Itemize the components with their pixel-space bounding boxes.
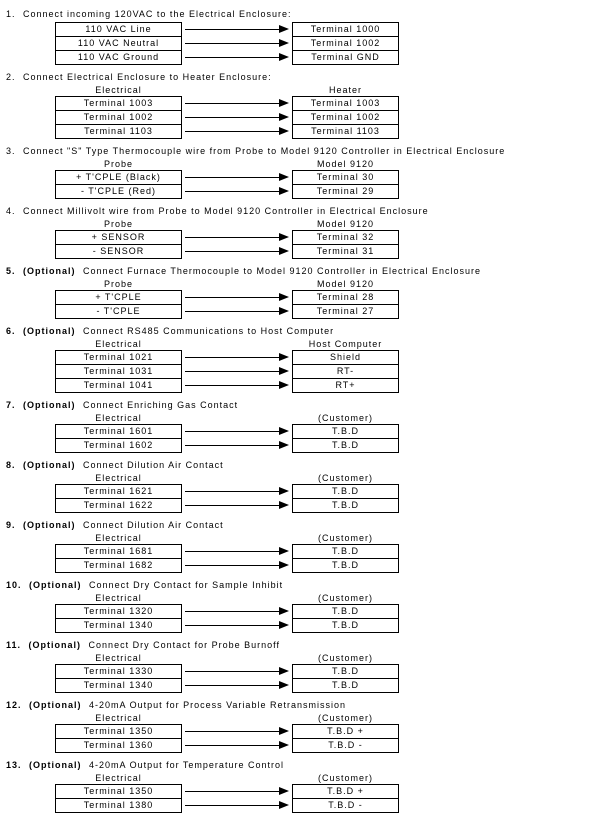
right-column-header: Model 9120: [316, 159, 375, 169]
source-terminal-box: Terminal 1340: [55, 618, 182, 633]
connection-row: [6, 290, 608, 305]
section-number: 4.: [6, 206, 16, 216]
arrowhead-icon: [279, 39, 289, 47]
connection-arrow: [182, 96, 292, 111]
connection-arrow: [182, 544, 292, 559]
optional-label: (Optional): [23, 326, 76, 336]
connection-row: [6, 438, 608, 453]
arrowhead-icon: [279, 307, 289, 315]
section-title: Connect "S" Type Thermocouple wire from Probe to Model 9120 Controller in Electrical Enclosure: [23, 146, 506, 156]
optional-label: (Optional): [28, 640, 82, 650]
section-number: 12.: [6, 700, 22, 710]
destination-terminal-box: T.B.D: [292, 438, 399, 453]
arrow-line: [185, 29, 280, 30]
arrowhead-icon: [279, 293, 289, 301]
arrow-line: [185, 805, 280, 806]
arrow-line: [185, 57, 280, 58]
arrowhead-icon: [279, 53, 289, 61]
destination-terminal-box: Shield: [292, 350, 399, 365]
source-terminal-box: + T'CPLE (Black): [55, 170, 182, 185]
source-terminal-box: Terminal 1360: [55, 738, 182, 753]
destination-terminal-box: T.B.D: [292, 544, 399, 559]
source-terminal-box: + T'CPLE: [55, 290, 182, 305]
left-column-header: Electrical: [95, 773, 142, 783]
connection-row: [6, 350, 608, 365]
connection-arrow: [182, 798, 292, 813]
instruction-section: [6, 520, 608, 573]
connection-arrow: [182, 424, 292, 439]
left-column-header: Probe: [103, 159, 134, 169]
connection-arrow: [182, 438, 292, 453]
arrowhead-icon: [279, 561, 289, 569]
arrowhead-icon: [279, 233, 289, 241]
connection-row: [6, 484, 608, 499]
destination-terminal-box: T.B.D: [292, 484, 399, 499]
destination-terminal-box: Terminal 1002: [292, 36, 399, 51]
right-column-header: Host Computer: [308, 339, 383, 349]
arrowhead-icon: [279, 367, 289, 375]
arrowhead-icon: [279, 187, 289, 195]
column-headers: [6, 219, 608, 230]
connection-arrow: [182, 604, 292, 619]
section-title: Connect Dilution Air Contact: [83, 520, 224, 530]
section-number: 6.: [6, 326, 16, 336]
left-column-header: Electrical: [95, 713, 142, 723]
source-terminal-box: Terminal 1602: [55, 438, 182, 453]
source-terminal-box: Terminal 1350: [55, 784, 182, 799]
connection-row: [6, 424, 608, 439]
destination-terminal-box: T.B.D +: [292, 784, 399, 799]
connection-arrow: [182, 22, 292, 37]
instruction-section: [6, 460, 608, 513]
instruction-section: [6, 640, 608, 693]
section-number: 11.: [6, 640, 22, 650]
arrow-line: [185, 491, 280, 492]
optional-label: (Optional): [23, 520, 76, 530]
arrowhead-icon: [279, 787, 289, 795]
source-terminal-box: - T'CPLE: [55, 304, 182, 319]
connection-arrow: [182, 724, 292, 739]
arrow-line: [185, 117, 280, 118]
source-terminal-box: Terminal 1330: [55, 664, 182, 679]
connection-rows: [6, 484, 608, 513]
connection-row: [6, 498, 608, 513]
destination-terminal-box: Terminal 30: [292, 170, 399, 185]
destination-terminal-box: Terminal 28: [292, 290, 399, 305]
arrowhead-icon: [279, 173, 289, 181]
arrow-line: [185, 311, 280, 312]
connection-arrow: [182, 558, 292, 573]
arrow-line: [185, 177, 280, 178]
column-headers: [6, 773, 608, 784]
instruction-section: [6, 266, 608, 319]
column-headers: [6, 85, 608, 96]
connection-rows: [6, 544, 608, 573]
destination-terminal-box: T.B.D: [292, 498, 399, 513]
destination-terminal-box: Terminal 29: [292, 184, 399, 199]
connection-row: [6, 664, 608, 679]
column-headers: [6, 279, 608, 290]
arrow-line: [185, 505, 280, 506]
left-column-header: Electrical: [95, 593, 142, 603]
column-headers: [6, 713, 608, 724]
connection-rows: [6, 784, 608, 813]
connection-row: [6, 170, 608, 185]
sections-list: [6, 9, 608, 813]
right-column-header: (Customer): [317, 593, 373, 603]
connection-rows: [6, 604, 608, 633]
arrow-line: [185, 625, 280, 626]
instruction-section: [6, 700, 608, 753]
source-terminal-box: Terminal 1601: [55, 424, 182, 439]
arrow-line: [185, 671, 280, 672]
arrowhead-icon: [279, 113, 289, 121]
connection-row: [6, 604, 608, 619]
right-column-header: (Customer): [317, 533, 373, 543]
connection-row: [6, 184, 608, 199]
connection-arrow: [182, 50, 292, 65]
arrowhead-icon: [279, 741, 289, 749]
section-heading: [6, 700, 608, 711]
connection-rows: [6, 724, 608, 753]
arrowhead-icon: [279, 25, 289, 33]
arrowhead-icon: [279, 353, 289, 361]
arrow-line: [185, 371, 280, 372]
right-column-header: Heater: [328, 85, 362, 95]
right-column-header: (Customer): [317, 713, 373, 723]
connection-rows: [6, 290, 608, 319]
arrow-line: [185, 731, 280, 732]
arrow-line: [185, 611, 280, 612]
section-heading: [6, 206, 608, 217]
connection-row: [6, 724, 608, 739]
left-column-header: Electrical: [95, 533, 142, 543]
connection-arrow: [182, 678, 292, 693]
column-headers: [6, 473, 608, 484]
instruction-section: [6, 760, 608, 813]
column-headers: [6, 593, 608, 604]
destination-terminal-box: Terminal 1103: [292, 124, 399, 139]
section-number: 3.: [6, 146, 16, 156]
destination-terminal-box: T.B.D: [292, 424, 399, 439]
section-heading: [6, 72, 608, 83]
connection-arrow: [182, 378, 292, 393]
connection-row: [6, 22, 608, 37]
instruction-section: [6, 146, 608, 199]
connection-row: [6, 110, 608, 125]
destination-terminal-box: T.B.D -: [292, 798, 399, 813]
section-title: 4-20mA Output for Temperature Control: [89, 760, 284, 770]
section-number: 13.: [6, 760, 22, 770]
section-title: Connect Millivolt wire from Probe to Model 9120 Controller in Electrical Enclosure: [23, 206, 429, 216]
connection-arrow: [182, 364, 292, 379]
right-column-header: (Customer): [317, 413, 373, 423]
connection-arrow: [182, 290, 292, 305]
source-terminal-box: Terminal 1031: [55, 364, 182, 379]
destination-terminal-box: Terminal 31: [292, 244, 399, 259]
destination-terminal-box: Terminal 1003: [292, 96, 399, 111]
arrowhead-icon: [279, 727, 289, 735]
section-title: Connect Dry Contact for Probe Burnoff: [88, 640, 280, 650]
arrowhead-icon: [279, 621, 289, 629]
source-terminal-box: Terminal 1041: [55, 378, 182, 393]
destination-terminal-box: T.B.D -: [292, 738, 399, 753]
optional-label: (Optional): [29, 580, 82, 590]
section-heading: [6, 580, 608, 591]
connection-arrow: [182, 784, 292, 799]
connection-rows: [6, 664, 608, 693]
connection-rows: [6, 230, 608, 259]
arrow-line: [185, 357, 280, 358]
instruction-section: [6, 580, 608, 633]
connection-arrow: [182, 738, 292, 753]
section-title: Connect incoming 120VAC to the Electrical Enclosure:: [23, 9, 292, 19]
source-terminal-box: Terminal 1340: [55, 678, 182, 693]
section-number: 10.: [6, 580, 22, 590]
optional-label: (Optional): [29, 700, 82, 710]
section-heading: [6, 520, 608, 531]
destination-terminal-box: T.B.D: [292, 664, 399, 679]
left-column-header: Electrical: [95, 653, 142, 663]
section-number: 7.: [6, 400, 16, 410]
source-terminal-box: 110 VAC Line: [55, 22, 182, 37]
connection-arrow: [182, 230, 292, 245]
arrowhead-icon: [279, 681, 289, 689]
section-number: 9.: [6, 520, 16, 530]
arrow-line: [185, 297, 280, 298]
connection-arrow: [182, 498, 292, 513]
section-heading: [6, 460, 608, 471]
destination-terminal-box: Terminal 32: [292, 230, 399, 245]
connection-arrow: [182, 170, 292, 185]
instruction-section: [6, 206, 608, 259]
optional-label: (Optional): [23, 266, 76, 276]
destination-terminal-box: Terminal 27: [292, 304, 399, 319]
section-heading: [6, 760, 608, 771]
connection-arrow: [182, 184, 292, 199]
connection-row: [6, 378, 608, 393]
section-title: Connect RS485 Communications to Host Computer: [83, 326, 335, 336]
connection-row: [6, 364, 608, 379]
source-terminal-box: Terminal 1320: [55, 604, 182, 619]
section-heading: [6, 146, 608, 157]
section-number: 1.: [6, 9, 16, 19]
connection-row: [6, 798, 608, 813]
left-column-header: Probe: [103, 219, 134, 229]
arrow-line: [185, 103, 280, 104]
arrowhead-icon: [279, 487, 289, 495]
source-terminal-box: Terminal 1350: [55, 724, 182, 739]
destination-terminal-box: RT-: [292, 364, 399, 379]
section-title: 4-20mA Output for Process Variable Retransmission: [89, 700, 346, 710]
connection-row: [6, 558, 608, 573]
column-headers: [6, 533, 608, 544]
source-terminal-box: Terminal 1622: [55, 498, 182, 513]
column-headers: [6, 653, 608, 664]
destination-terminal-box: Terminal 1000: [292, 22, 399, 37]
section-title: Connect Furnace Thermocouple to Model 9120 Controller in Electrical Enclosure: [83, 266, 482, 276]
source-terminal-box: Terminal 1681: [55, 544, 182, 559]
optional-label: (Optional): [23, 460, 76, 470]
section-heading: [6, 266, 608, 277]
source-terminal-box: Terminal 1682: [55, 558, 182, 573]
arrow-line: [185, 385, 280, 386]
destination-terminal-box: Terminal GND: [292, 50, 399, 65]
source-terminal-box: Terminal 1002: [55, 110, 182, 125]
instruction-section: [6, 400, 608, 453]
arrowhead-icon: [279, 127, 289, 135]
column-headers: [6, 159, 608, 170]
destination-terminal-box: Terminal 1002: [292, 110, 399, 125]
left-column-header: Electrical: [95, 473, 142, 483]
source-terminal-box: - SENSOR: [55, 244, 182, 259]
arrowhead-icon: [279, 247, 289, 255]
arrowhead-icon: [279, 501, 289, 509]
arrow-line: [185, 251, 280, 252]
source-terminal-box: Terminal 1621: [55, 484, 182, 499]
arrow-line: [185, 565, 280, 566]
connection-row: [6, 244, 608, 259]
arrowhead-icon: [279, 667, 289, 675]
section-number: 2.: [6, 72, 16, 82]
arrow-line: [185, 791, 280, 792]
connection-arrow: [182, 244, 292, 259]
source-terminal-box: Terminal 1003: [55, 96, 182, 111]
left-column-header: Electrical: [95, 85, 142, 95]
arrow-line: [185, 43, 280, 44]
right-column-header: (Customer): [317, 473, 373, 483]
right-column-header: Model 9120: [316, 219, 375, 229]
connection-rows: [6, 424, 608, 453]
connection-arrow: [182, 36, 292, 51]
instruction-section: [6, 9, 608, 65]
connection-rows: [6, 96, 608, 139]
arrowhead-icon: [279, 441, 289, 449]
arrow-line: [185, 237, 280, 238]
left-column-header: Electrical: [95, 413, 142, 423]
right-column-header: (Customer): [317, 773, 373, 783]
arrowhead-icon: [279, 547, 289, 555]
arrow-line: [185, 551, 280, 552]
connection-arrow: [182, 618, 292, 633]
section-title: Connect Dilution Air Contact: [83, 460, 224, 470]
column-headers: [6, 339, 608, 350]
arrowhead-icon: [279, 801, 289, 809]
right-column-header: (Customer): [317, 653, 373, 663]
connection-row: [6, 678, 608, 693]
source-terminal-box: + SENSOR: [55, 230, 182, 245]
section-heading: [6, 400, 608, 411]
section-heading: [6, 326, 608, 337]
connection-row: [6, 544, 608, 559]
arrowhead-icon: [279, 99, 289, 107]
connection-row: [6, 738, 608, 753]
connection-arrow: [182, 304, 292, 319]
arrow-line: [185, 191, 280, 192]
connection-arrow: [182, 110, 292, 125]
connection-arrow: [182, 350, 292, 365]
instruction-section: [6, 72, 608, 139]
arrowhead-icon: [279, 427, 289, 435]
arrow-line: [185, 685, 280, 686]
section-heading: [6, 9, 608, 20]
section-title: Connect Dry Contact for Sample Inhibit: [89, 580, 284, 590]
connection-row: [6, 124, 608, 139]
connection-arrow: [182, 484, 292, 499]
connection-rows: [6, 350, 608, 393]
section-heading: [6, 640, 608, 651]
destination-terminal-box: T.B.D +: [292, 724, 399, 739]
destination-terminal-box: T.B.D: [292, 678, 399, 693]
destination-terminal-box: T.B.D: [292, 558, 399, 573]
source-terminal-box: Terminal 1380: [55, 798, 182, 813]
connection-arrow: [182, 664, 292, 679]
destination-terminal-box: T.B.D: [292, 618, 399, 633]
arrowhead-icon: [279, 607, 289, 615]
source-terminal-box: - T'CPLE (Red): [55, 184, 182, 199]
section-number: 5.: [6, 266, 16, 276]
connection-row: [6, 36, 608, 51]
arrowhead-icon: [279, 381, 289, 389]
source-terminal-box: Terminal 1103: [55, 124, 182, 139]
connection-row: [6, 618, 608, 633]
connection-row: [6, 230, 608, 245]
connection-arrow: [182, 124, 292, 139]
arrow-line: [185, 431, 280, 432]
destination-terminal-box: T.B.D: [292, 604, 399, 619]
left-column-header: Electrical: [95, 339, 142, 349]
source-terminal-box: 110 VAC Ground: [55, 50, 182, 65]
connection-row: [6, 50, 608, 65]
connection-row: [6, 96, 608, 111]
optional-label: (Optional): [29, 760, 82, 770]
connection-rows: [6, 170, 608, 199]
left-column-header: Probe: [103, 279, 134, 289]
arrow-line: [185, 745, 280, 746]
source-terminal-box: Terminal 1021: [55, 350, 182, 365]
arrow-line: [185, 131, 280, 132]
instruction-section: [6, 326, 608, 393]
destination-terminal-box: RT+: [292, 378, 399, 393]
right-column-header: Model 9120: [316, 279, 375, 289]
optional-label: (Optional): [23, 400, 76, 410]
column-headers: [6, 413, 608, 424]
section-number: 8.: [6, 460, 16, 470]
connection-row: [6, 304, 608, 319]
connection-row: [6, 784, 608, 799]
connection-rows: [6, 22, 608, 65]
section-title: Connect Electrical Enclosure to Heater Enclosure:: [23, 72, 272, 82]
arrow-line: [185, 445, 280, 446]
section-title: Connect Enriching Gas Contact: [83, 400, 239, 410]
source-terminal-box: 110 VAC Neutral: [55, 36, 182, 51]
